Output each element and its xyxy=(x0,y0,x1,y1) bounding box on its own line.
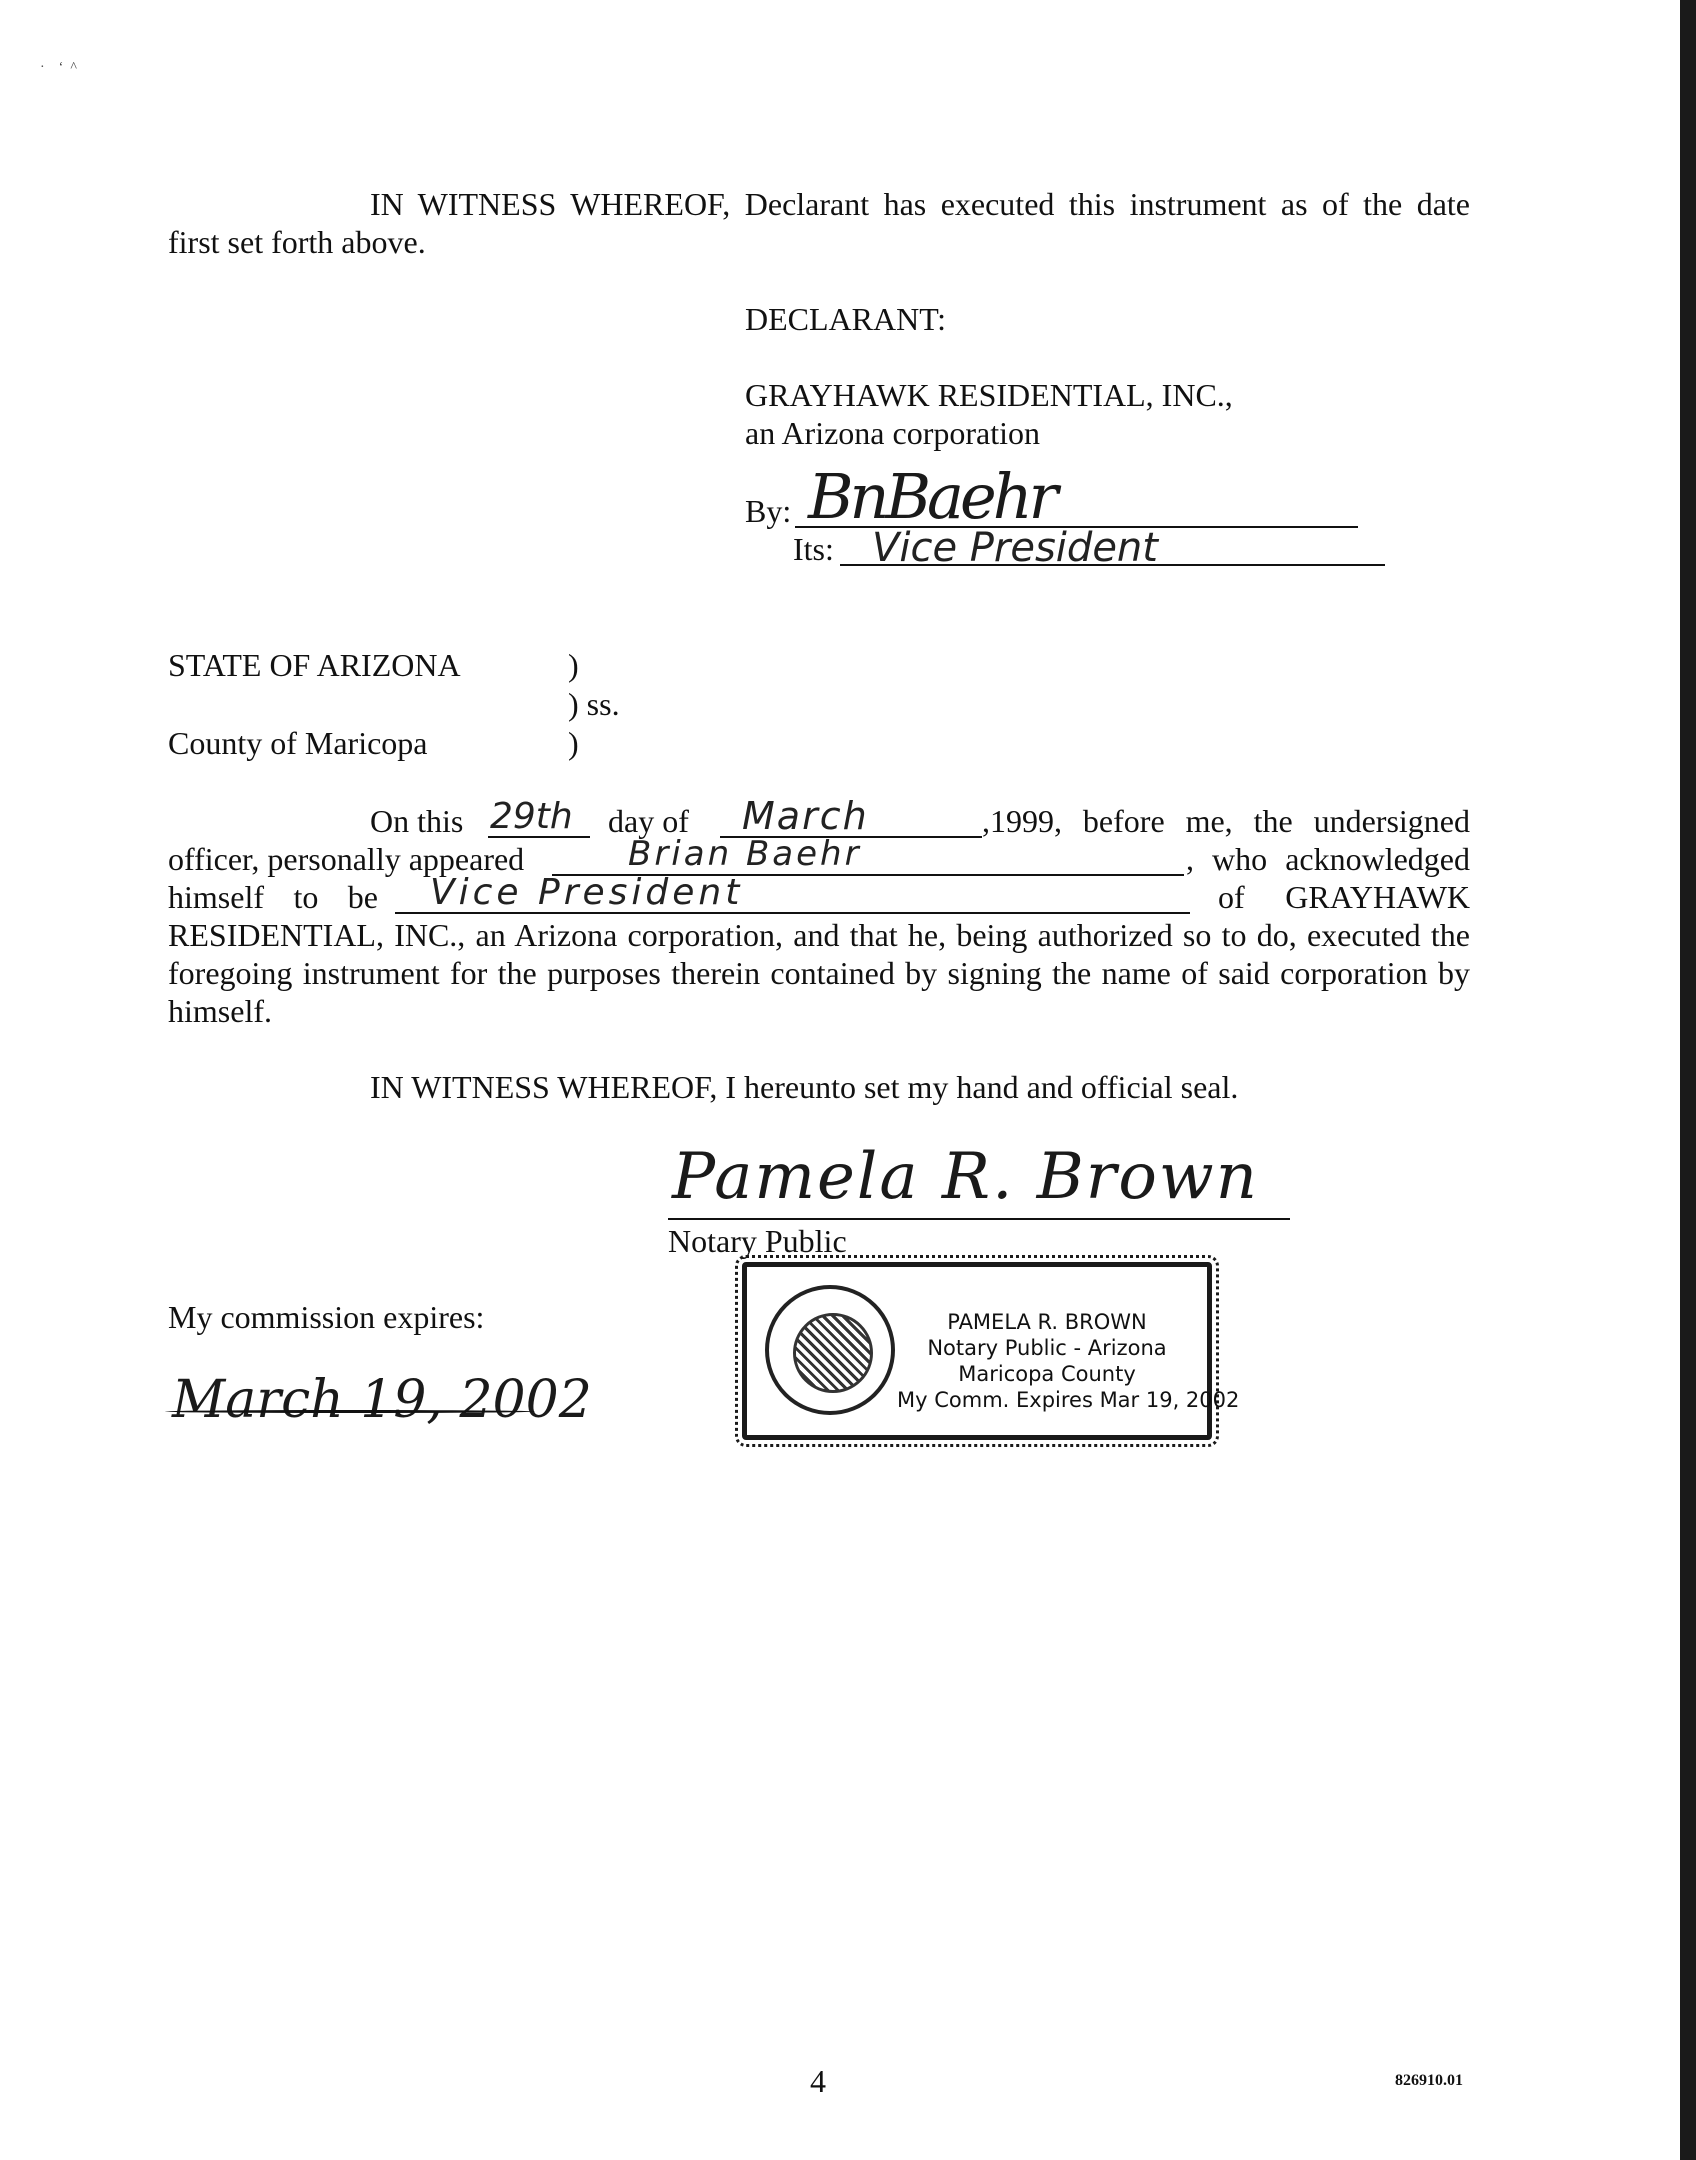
venue-paren-ss: ) ss. xyxy=(568,686,620,722)
notary-public-label: Notary Public xyxy=(668,1223,847,1259)
scan-specks: · ‘ ^ xyxy=(40,60,77,75)
notary-signature-line xyxy=(668,1218,1290,1220)
declarant-company: GRAYHAWK RESIDENTIAL, INC., xyxy=(745,377,1233,413)
stamp-expires: My Comm. Expires Mar 19, 2002 xyxy=(897,1388,1240,1412)
commission-value: March 19, 2002 xyxy=(172,1370,592,1430)
witness-clause-line1: IN WITNESS WHEREOF, Declarant has executed this instrument as of the date xyxy=(370,186,1470,222)
ack-of-text: of GRAYHAWK xyxy=(1218,879,1470,915)
by-signature: BnBaehr xyxy=(808,460,1055,533)
venue-paren-bottom: ) xyxy=(568,725,579,761)
ack-title-value: Vice President xyxy=(430,872,744,913)
commission-label: My commission expires: xyxy=(168,1299,485,1335)
witness-clause-line2: first set forth above. xyxy=(168,224,426,260)
ack-day-of: day of xyxy=(608,803,689,839)
stamp-county: Maricopa County xyxy=(958,1362,1136,1386)
ack-line4: RESIDENTIAL, INC., an Arizona corporation, and that he, being authorized so to do, executed the xyxy=(168,917,1470,953)
commission-underline xyxy=(165,1410,535,1413)
scan-edge xyxy=(1680,0,1696,2160)
venue-state: STATE OF ARIZONA xyxy=(168,647,461,683)
ack-month-value: March xyxy=(742,794,869,838)
stamp-text xyxy=(897,1309,1240,1413)
ack-on-this: On this xyxy=(370,803,464,839)
notary-witness-clause: IN WITNESS WHEREOF, I hereunto set my hand and official seal. xyxy=(370,1069,1239,1105)
stamp-title: Notary Public - Arizona xyxy=(927,1336,1167,1360)
declarant-company-type: an Arizona corporation xyxy=(745,415,1040,451)
document-number: 826910.01 xyxy=(1395,2072,1463,2089)
its-value: Vice President xyxy=(872,525,1158,571)
ack-officer-text: officer, personally appeared xyxy=(168,841,525,877)
its-label: Its: xyxy=(793,531,834,567)
venue-county: County of Maricopa xyxy=(168,725,428,761)
stamp-name: PAMELA R. BROWN xyxy=(947,1310,1147,1334)
ack-himself-text: himself to be xyxy=(168,879,378,915)
ack-year-text: ,1999, before me, the undersigned xyxy=(982,803,1470,839)
notary-stamp xyxy=(742,1262,1240,1440)
ack-line6: himself. xyxy=(168,993,272,1029)
ack-line5: foregoing instrument for the purposes therein contained by signing the name of said corporation by xyxy=(168,955,1470,991)
ack-day-value: 29th xyxy=(490,796,573,837)
state-seal-icon xyxy=(765,1285,895,1415)
notary-signature: Pamela R. Brown xyxy=(672,1140,1259,1214)
declarant-label: DECLARANT: xyxy=(745,301,947,337)
ack-person-value: Brian Baehr xyxy=(628,834,862,874)
by-label: By: xyxy=(745,493,792,529)
page-number: 4 xyxy=(810,2063,826,2099)
venue-paren-top: ) xyxy=(568,647,579,683)
seal-emblem xyxy=(793,1313,873,1393)
ack-who-text: , who acknowledged xyxy=(1186,841,1470,877)
